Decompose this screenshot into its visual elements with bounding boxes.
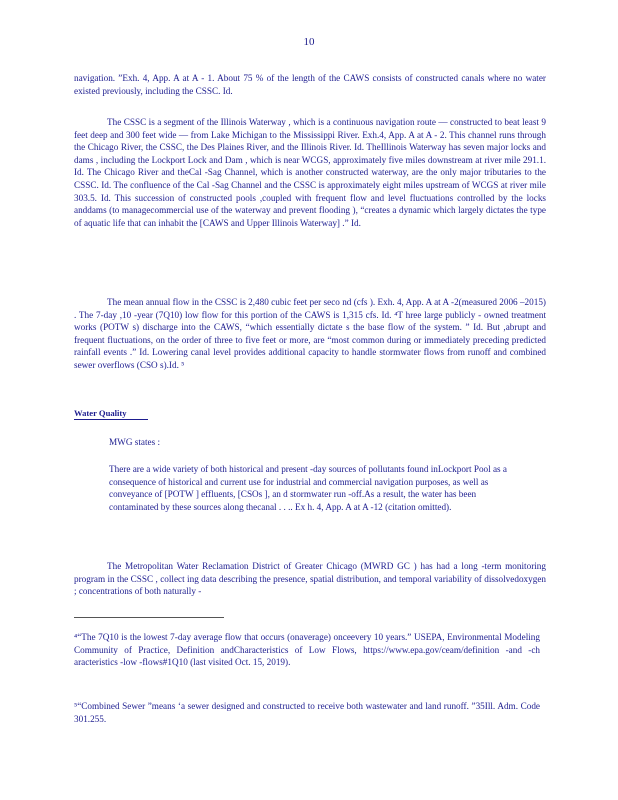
footnote-divider xyxy=(74,617,224,618)
footnote-4: ⁴“The 7Q10 is the lowest 7-day average flow that occurs (onaverage) onceevery 10 years.” USEPA, Environmental Modeling Community of Practice, Definition andCharacteristics of Low Flows, https://www.epa.gov/ceam/definition -and -ch aracteristics -low -flows#1Q10 (last visited Oct. 15, 2019). xyxy=(74,632,540,668)
states-line: MWG states : xyxy=(109,437,161,447)
paragraph-navigation: navigation. ”Exh. 4, App. A at A - 1. About 75 % of the length of the CAWS consists of constructed canals where no water existed previously, including the CSSC. Id. xyxy=(74,73,546,96)
section-heading: Water Quality xyxy=(74,408,148,420)
paragraph-mwrd: The Metropolitan Water Reclamation District of Greater Chicago (MWRD GC ) has had a long -term monitoring program in the CSSC , collect ing data describing the presence, spatial distribution, and temporal variability of dissolvedoxygen ; concentrations of both naturally - xyxy=(74,561,546,597)
block-quote: There are a wide variety of both historical and present -day sources of pollutants found inLockport Pool as a consequence of historical and current use for industrial and commercial navigation purposes, as well as conveyance of [POTW ] effluents, [CSOs ], an d stormwater run -off.As a result, the water has been contaminated by these sources along thecanal . . .. Ex h. 4, App. A at A -12 (citation omitted). xyxy=(109,464,508,512)
footnote-5: ⁵“Combined Sewer ”means ‘a sewer designed and constructed to receive both wastewater and land runoff. ”35Ill. Adm. Code 301.255. xyxy=(74,701,540,724)
paragraph-mean-flow: The mean annual flow in the CSSC is 2,480 cubic feet per seco nd (cfs ). Exh. 4, App. A at A -2(measured 2006 –2015) . The 7-day ,10 -year (7Q10) low flow for this portion of the CAWS is 1,315 cfs. Id. ⁴T hree large publicly - owned treatment works (POTW s) discharge into the CAWS, “which essentially dictate s the base flow of the system. ” Id. But ,abrupt and frequent fluctuations, on the order of three to five feet or more, are “most common during or immediately preceding predicted rainfall events .” Id. Lowering canal level provides additional capacity to handle stormwater flows from runoff and combined sewer overflows (CSO s).Id. ⁵ xyxy=(74,297,546,370)
paragraph-cssc-segment: The CSSC is a segment of the Illinois Waterway , which is a continuous navigation route — constructed to beat least 9 feet deep and 300 feet wide — from Lake Michigan to the Mississippi River. Exh.4, App. A at A - 2. This channel runs through the Chicago River, the CSSC, the Des Plaines River, and the Illinois River. Id. TheIllinois Waterway has seven major locks and dams , including the Lockport Lock and Dam , which is near WCGS, approximately five miles downstream at river mile 291.1. Id. The Chicago River and theCal -Sag Channel, which is another constructed waterway, are the only major tributaries to the CSSC. Id. The confluence of the Cal -Sag Channel and the CSSC is approximately eight miles upstream of WCGS at river mile 303.5. Id. This succession of constructed pools ,coupled with frequent flow and level fluctuations controlled by the locks anddams (to managecommercial use of the waterway and prevent flooding ), “creates a dynamic which largely dictates the type of aquatic life that can inhabit the [CAWS and Upper Illinois Waterway] .” Id. xyxy=(74,117,546,228)
page-number: 10 xyxy=(303,36,315,48)
